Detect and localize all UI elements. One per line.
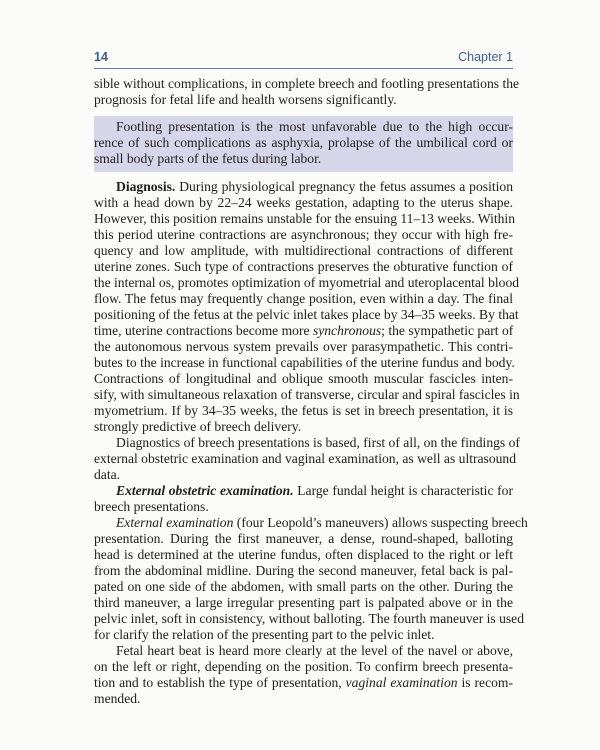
text-run: pelvic inlet, soft in consistency, without balloting. The fourth maneuver is used [94, 611, 525, 626]
text-run: rence of such complications as asphyxia, prolapse of the umbilical cord or [94, 135, 513, 150]
text-line [94, 275, 520, 291]
text-run: butes to the increase in functional capabilities of the uterine fundus and body. [94, 355, 515, 370]
highlight-box [94, 116, 513, 172]
text-line [94, 627, 513, 643]
text-run: breech presentations. [94, 499, 209, 514]
paragraph [94, 435, 520, 483]
text-run: on the left or right, depending on the position. To confirm breech presenta- [94, 659, 513, 674]
body-text [94, 76, 528, 707]
text-run: the internal os, promotes optimization of myometrial and uteroplacental blood [94, 275, 520, 290]
text-run: is recom- [457, 675, 514, 690]
text-line [94, 483, 513, 499]
text-line [94, 643, 513, 659]
text-run: External obstetric examination. [116, 483, 294, 498]
text-line [94, 595, 513, 611]
text-run: synchronous [312, 323, 382, 338]
text-run: quency and low amplitude, with multidirectional contractions of different [94, 243, 513, 258]
text-line [94, 435, 520, 451]
text-run: (four Leopold’s maneuvers) allows suspecting breech [233, 515, 528, 530]
text-run: Fetal heart beat is heard more clearly at the level of the navel or above, [116, 643, 513, 658]
text-line [94, 675, 513, 691]
paragraph [94, 643, 513, 707]
text-run: head is determined at the uterine fundus, often displaced to the right or left [94, 547, 513, 562]
text-run: External examination [116, 515, 234, 530]
text-line [94, 387, 520, 403]
text-line [94, 323, 513, 339]
text-line [94, 339, 513, 355]
text-run: uterine zones. Such type of contractions preserves the obturative function of [94, 259, 513, 274]
text-line [94, 195, 513, 211]
text-line [94, 92, 513, 108]
text-run: Footling presentation is the most unfavorable due to the high occur- [116, 119, 513, 134]
text-run: prognosis for fetal life and health worsens significantly. [94, 92, 397, 107]
text-line [94, 547, 513, 563]
text-line [94, 467, 513, 483]
text-line [94, 259, 513, 275]
text-run: flow. The fetus may frequently change position, even within a day. The final [94, 291, 513, 306]
text-line [94, 355, 513, 371]
text-run: small body parts of the fetus during labor. [94, 151, 322, 166]
text-run: for clarify the relation of the presenting part to the pelvic inlet. [94, 627, 435, 642]
paragraph [94, 179, 520, 435]
text-line [94, 135, 513, 151]
text-run: the autonomous nervous system prevails over parasympathetic. This contri- [94, 339, 513, 354]
text-run: pated on one side of the abdomen, with small parts on the other. During the [94, 579, 513, 594]
text-run: Diagnostics of breech presentations is based, first of all, on the findings of [116, 435, 520, 450]
text-run: myometrium. If by 34–35 weeks, the fetus is set in breech presentation, it is [94, 403, 513, 418]
text-run: mended. [94, 691, 141, 706]
text-line [94, 151, 513, 167]
text-line [94, 611, 525, 627]
text-run: time, uterine contractions become more [94, 323, 313, 338]
text-run: sible without complications, in complete breech and footling presentations the [94, 76, 520, 91]
text-run: Contractions of longitudinal and oblique smooth muscular fascicles inten- [94, 371, 513, 386]
chapter-label: Chapter 1 [458, 50, 513, 64]
paragraph [94, 483, 513, 515]
text-run: with a head down by 22–24 weeks gestation, adapting to the uterus shape. [94, 195, 513, 210]
text-run: from the abdominal midline. During the second maneuver, fetal back is pal- [94, 563, 513, 578]
text-line [94, 76, 520, 92]
text-line [94, 579, 513, 595]
text-run: vaginal examination [345, 675, 458, 690]
paragraph [94, 515, 528, 643]
text-line [94, 243, 513, 259]
text-line [94, 371, 513, 387]
paragraph [94, 76, 520, 108]
text-run: third maneuver, a large irregular presenting part is palpated above or in the [94, 595, 513, 610]
page-number: 14 [94, 50, 108, 64]
text-line [94, 563, 513, 579]
text-line [94, 499, 513, 515]
text-line [94, 531, 513, 547]
text-run: presentation. During the first maneuver, a dense, round-shaped, balloting [94, 531, 513, 546]
text-line [94, 659, 513, 675]
text-line [94, 691, 513, 707]
text-run: sify, with simultaneous relaxation of transverse, circular and spiral fascicles in [94, 387, 520, 402]
text-run: external obstetric examination and vaginal examination, as well as ultrasound [94, 451, 517, 466]
text-run: ; the sympathetic part of [381, 323, 514, 338]
text-run: strongly predictive of breech delivery. [94, 419, 302, 434]
text-run: data. [94, 467, 121, 482]
text-line [94, 291, 513, 307]
text-line [94, 119, 513, 135]
text-run: However, this position remains unstable for the ensuing 11–13 weeks. Within [94, 211, 516, 226]
text-run: this period uterine contractions are asynchronous; they occur with high fre- [94, 227, 513, 242]
text-line [94, 451, 517, 467]
text-run: During physiological pregnancy the fetus assumes a position [175, 179, 513, 194]
text-line [94, 307, 519, 323]
text-run: tion and to establish the type of presentation, [94, 675, 346, 690]
text-line [94, 419, 513, 435]
text-line [94, 211, 516, 227]
text-run: positioning of the fetus at the pelvic inlet takes place by 34–35 weeks. By that [94, 307, 519, 322]
text-line [94, 227, 513, 243]
text-run: Large fundal height is characteristic for [293, 483, 513, 498]
text-line [94, 515, 528, 531]
text-line [94, 403, 513, 419]
text-line [94, 179, 513, 195]
running-header [94, 48, 513, 69]
text-run: Diagnosis. [116, 179, 176, 194]
